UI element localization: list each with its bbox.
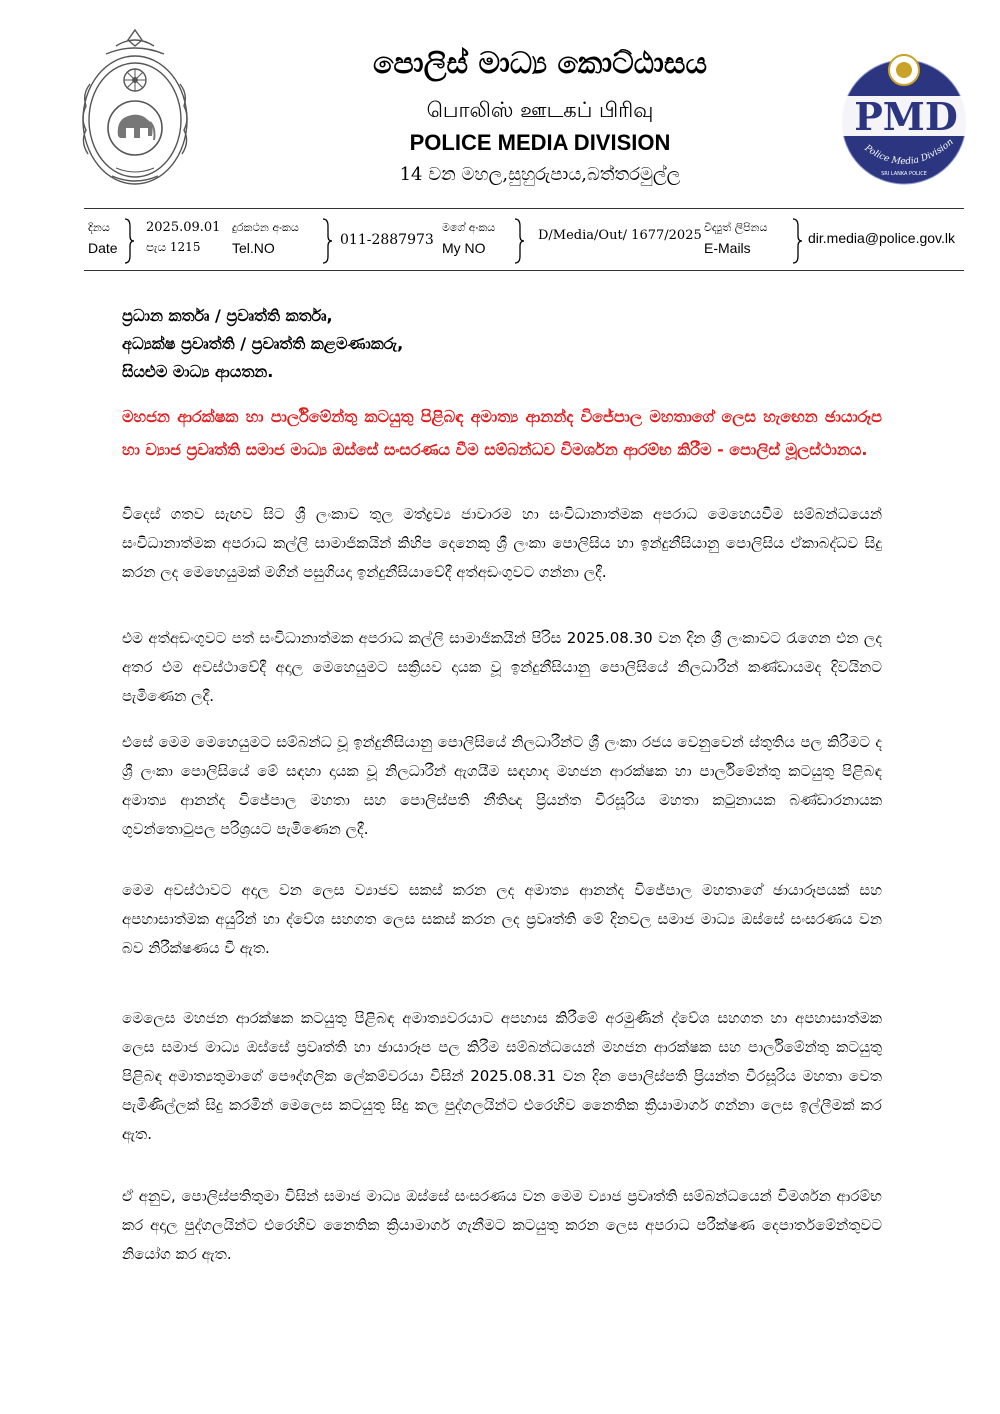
body-paragraph: එම අත්අඩංගුවට පත් සංවිධානාත්මක අපරාධ කල්ලි සාමාජිකයින් පිරිස 2025.08.30 වන දින ශ්‍රී ලංකාවට රැගෙන එන ලද අතර එම අවස්ථාවේදී අදාල මෙහෙයුමට සක්‍රියව දායක වූ ඉන්දුනීසියානු පොලිසියේ නිලධාරීන් කණ්ඩායමද දිවයිනට පැමිණෙන ලදී. [122,629,882,705]
brace-icon [514,218,524,264]
header-rule-bottom [84,270,964,271]
body-paragraph: එසේ මෙම මෙහෙයුමට සම්බන්ධ වූ ඉන්දුනීසියානු පොලිසියේ නිලධාරීන්ට ශ්‍රී ලංකා රජය වෙනුවෙන් ස්තුතිය පල කිරීමට ද ශ්‍රී ලංකා පොලිසියේ මේ සඳහා දායක වූ නිලධාරීන් ඇගයීම සඳහාද මහජන ආරක්ෂක හා පාර්ලිමේන්තු කටයුතු පිළිබඳ අමාත්‍ය ආනන්ද විජේපාල මහතා සහ පොලිස්පති නීතිඥ ප්‍රියන්ත වීරසූරිය මහතා කටුනායක බණ්ඩාරනායක ගුවන්තොටුපල පරිශ්‍රයට පැමිණෙන ලදී. [122,733,882,838]
pmd-logo-text: PMD [854,94,958,139]
myno-label: මගේ අංකය My NO [442,221,496,256]
date-label: දිනය Date [88,221,118,256]
date-value: 2025.09.01 [146,220,221,235]
addressee-line: සියළුම මාධ්‍ය ආයතන. [122,362,274,381]
brace-icon [792,218,802,264]
addressee-line: අධ්‍යක්ෂ ප්‍රවෘත්ති / ප්‍රවෘත්ති කළමණාකරු, [122,334,404,353]
reference-number: D/Media/Out/ 1677/2025 [538,228,702,243]
police-crest-logo [76,24,194,192]
body-paragraph: විදෙස් ගතව සැඟව සිට ශ්‍රී ලංකාව තුල මත්ද්‍රව්‍ය ජාවාරම හා සංවිධානාත්මක අපරාධ මෙහෙයවීම සම්බන්ධයෙන් සංවිධානාත්මක අපරාධ කල්ලි සාමාජිකයින් කිහිප දෙනෙකු ශ්‍රී ලංකා පොලිසිය හා ඉන්දුනීසියානු පොලිසිය ඒකාබද්ධව සිදු කරන ලද මෙහෙයුමක් මගින් පසුගියදා ඉන්දුනීසියාවේදී අත්අඩංගුවට ගන්නා ලදී. [122,505,882,581]
pmd-ring-text: Police Media Division [862,137,956,168]
body-paragraph: ඒ අනුව, පොලිස්පතිතුමා විසින් සමාජ මාධ්‍ය ඔස්සේ සංසරණය වන මෙම ව්‍යාජ ප්‍රවෘත්ති සම්බන්ධයෙන් විමර්ශන ආරම්භ කර අදාල පුද්ගලයින්ට එරෙහිව නෛතික ක්‍රියාමාර්ග ගැනීමට කටයුතු කරන ලෙස අපරාධ පරීක්ෂණ දෙපාර්තමේන්තුවට නියෝග කර ඇත. [122,1187,882,1263]
body-paragraph: මෙම අවස්ථාවට අදාල වන ලෙස ව්‍යාජව සකස් කරන ලද අමාත්‍ය ආනන්ද විජේපාල මහතාගේ ඡායාරූපයක් සහ අපහාසාත්මක අයුරින් හා ද්වේශ සහගත ලෙස සකස් කරන ලද ප්‍රවෘත්ති මේ දිනවල සමාජ මාධ්‍ය ඔස්සේ සංසරණය වන බව නිරීක්ෂණය වී ඇත. [122,881,882,957]
header-rule-top [84,208,964,209]
title-sinhala: පොලිස් මාධ්‍ය කොට්ඨාසය [372,46,708,81]
title-english: POLICE MEDIA DIVISION [409,130,671,155]
email-label: විද්‍යුත් ලිපිනය E-Mails [704,221,768,256]
pmd-small-text: SRI LANKA POLICE [881,171,927,177]
title-tamil: பொலிஸ் ஊடகப் பிரிவு [426,98,654,122]
email-value: dir.media@police.gov.lk [808,230,956,246]
pmd-logo [838,44,974,190]
addressee-line: ප්‍රධාන කර්තෘ / ප්‍රවෘත්ති කර්තෘ, [122,306,333,325]
time-value: පැය 1215 [146,240,201,254]
tel-label: දුරකථන අංකය Tel.NO [232,221,299,256]
subject-heading: මහජන ආරක්ෂක හා පාර්ලිමේන්තු කටයුතු පිළිබඳ අමාත්‍ය ආනන්ද විජේපාල මහතාගේ ලෙස හැඟෙන ඡායාරූප හා ව්‍යාජ ප්‍රවෘත්ති සමාජ මාධ්‍ය ඔස්සේ සංසරණය වීම සම්බන්ධව විමර්ශන ආරම්භ කිරීම - පොලිස් මූලස්ථානය. [122,407,882,459]
tel-value: 011-2887973 [340,232,434,248]
brace-icon [124,218,134,264]
body-paragraph: මෙලෙස මහජන ආරක්ෂක කටයුතු පිළිබඳ අමාත්‍යවරයාට අපහාස කිරීමේ අරමුණින් ද්වේශ සහගත හා අපහාසාත්මක ලෙස සමාජ මාධ්‍ය ඔස්සේ ප්‍රවෘත්ති හා ඡායාරූප පල කිරීම සම්බන්ධයෙන් මහජන ආරක්ෂක සහ පාර්ලිමේන්තු කටයුතු පිළිබඳ අමාත්‍යතුමාගේ පෞද්ගලික ලේකම්වරයා විසින් 2025.08.31 වන දින පොලිස්පති ප්‍රියන්ත වීරසූරිය මහතා වෙත පැමිණිල්ලක් සිදු කරමින් මෙලෙස කටයුතු සිදු කල පුද්ගලයින්ට එරෙහිව නෛතික ක්‍රියාමාර්ග ගන්නා ලෙස ඉල්ලීමක් කර ඇත. [122,1009,882,1143]
office-address: 14 වන මහල,සුහුරුපාය,බත්තරමුල්ල [399,164,681,185]
brace-icon [322,218,332,264]
